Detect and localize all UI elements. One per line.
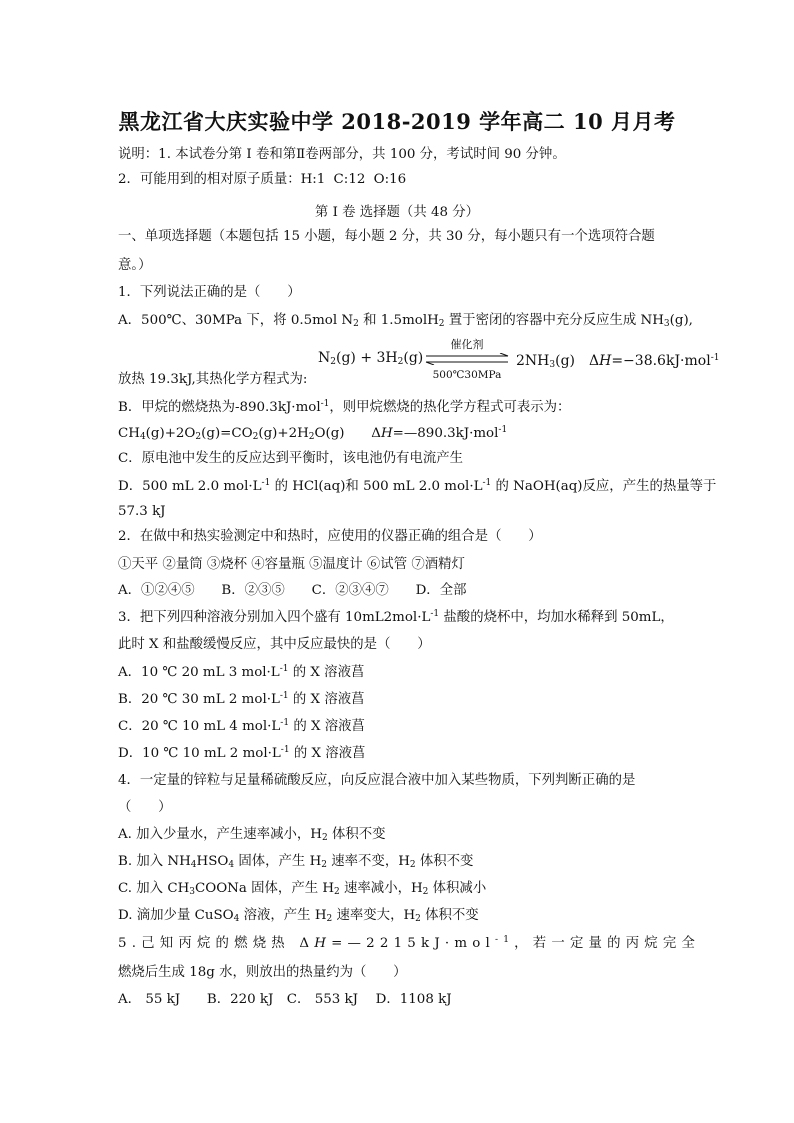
q1-option-d: D．500 mL 2.0 $mol\cdot L^{-1}$ 的 HCl(aq)和 500 mL 2.0 $mol\cdot L^{-1}$ 的 NaOH(aq)反应，产生的热量等于: [118, 478, 717, 494]
q4-stem: 4．一定量的锌粒与足量稀硫酸反应，向反应混合液中加入某些物质，下列判断正确的是: [118, 773, 636, 788]
q1-option-d-line-2: 57.3 kJ: [118, 504, 166, 519]
q1-option-a-line-2: 放热 19.3kJ,其热化学方程式为:: [118, 372, 308, 387]
q2-instruments: ①天平 ②量筒 ③烧杯 ④容量瓶 ⑤温度计 ⑥试管 ⑦酒精灯: [118, 557, 465, 572]
equilibrium-arrows-icon: [424, 353, 510, 365]
part-instruction-line-2: 意。）: [118, 258, 152, 273]
q1-option-a: A．500℃、30MPa 下，将 0.5mol $N_2$ 和 1.5molH$_2$ 置于密闭的容器中充分反应生成 $NH_3(g)$,: [118, 313, 693, 329]
q3-option-c: C．20 ℃ 10 mL 4 $mol\cdot L^{-1}$ 的 X 溶液菖: [118, 718, 365, 734]
exam-title: 黑龙江省大庆实验中学 2018-2019 学年高二 10 月月考: [118, 109, 676, 134]
q3-option-a: A．10 ℃ 20 mL 3 $mol\cdot L^{-1}$ 的 X 溶液菖: [118, 664, 365, 680]
note-line-2: 2．可能用到的相对原子质量：H:1 C:12 O:16: [118, 172, 407, 187]
part-instruction-line-1: 一、单项选择题（本题包括 15 小题，每小题 2 分，共 30 分，每小题只有一个选项符合题: [118, 229, 655, 244]
q2-options: A．①②④⑤ B．②③⑤ C．②③④⑦ D．全部: [118, 583, 467, 598]
q1-option-b: B．甲烷的燃烧热为-890.3kJ·mol$^{-1}$，则甲烷燃烧的热化学方程式可表示为：: [118, 399, 571, 415]
q4-option-d: D. 滴加少量 CuSO$_4$ 溶液，产生 $H_2$ 速率变大，$H_2$ 体积不变: [118, 908, 479, 924]
q2-stem: 2．在做中和热实验测定中和热时，应使用的仪器正确的组合是（ ）: [118, 529, 542, 544]
q3-option-d: D．10 ℃ 10 mL 2 $mol\cdot L^{-1}$ 的 X 溶液菖: [118, 745, 366, 761]
q1-option-c: C．原电池中发生的反应达到平衡时，该电池仍有电流产生: [118, 451, 464, 466]
q3-option-b: B．20 ℃ 30 mL 2 $mol\cdot L^{-1}$ 的 X 溶液菖: [118, 691, 365, 707]
q1-option-b-equation: $CH_4(g)+2O_2(g)=CO_2(g)+2H_2O(g)$ ΔH=—890.3kJ·mol$^{-1}$: [118, 425, 508, 442]
q4-option-b: B. 加入 $NH_4HSO_4$ 固体，产生 $H_2$ 速率不变，$H_2$ 体积不变: [118, 854, 474, 870]
q1-stem: 1．下列说法正确的是（ ）: [118, 285, 301, 300]
q3-stem-line-2: 此时 X 和盐酸缓慢反应，其中反应最快的是（ ）: [118, 637, 431, 652]
q5-options: A． 55 kJ B．220 kJ C． 553 kJ D．1108 kJ: [118, 992, 452, 1007]
equation-catalyst-label: 催化剂: [450, 338, 484, 351]
q1-thermochemical-equation: [318, 336, 720, 384]
q4-option-a: A. 加入少量水，产生速率减小，$H_2$ 体积不变: [118, 827, 386, 843]
equation-condition-label: 500℃30MPa: [432, 369, 502, 381]
q4-stem-line-2: （ ）: [118, 800, 172, 815]
q5-stem: 5.己知丙烷的燃烧热 ΔH=—2215kJ·mol$^{-1}$，若一定量的丙烷完全: [118, 935, 701, 951]
section-heading: 第 I 卷 选择题（共 48 分）: [314, 205, 480, 220]
equation-reactants: $N_2(g) + 3H_2(g)$: [318, 350, 424, 367]
equation-products: $2NH_3(g)$ ΔH=−38.6kJ·mol$^{-1}$: [516, 353, 720, 370]
q3-stem: 3．把下列四种溶液分别加入四个盛有 $10mL2mol\cdot L^{-1}$ 盐酸的烧杯中，均加水稀释到 50mL，: [118, 609, 674, 625]
note-line-1: 说明：1. 本试卷分第 I 卷和第Ⅱ卷两部分，共 100 分，考试时间 90 分钟。: [118, 147, 566, 162]
q5-stem-line-2: 燃烧后生成 18g 水，则放出的热量约为（ ）: [118, 965, 407, 980]
q4-option-c: C. 加入 $CH_3COONa$ 固体，产生 $H_2$ 速率减小，$H_2$ 体积减小: [118, 881, 487, 897]
